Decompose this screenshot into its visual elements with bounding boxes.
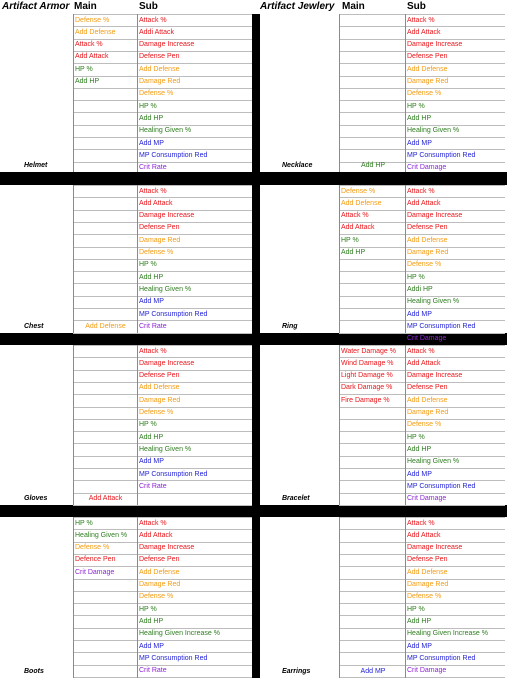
sub-stat-cell: Attack % [139,347,167,355]
sub-stat-cell: Defense Pen [139,556,180,564]
main-stat-cell: Defence Pen [75,556,116,564]
sub-stat-cell: HP % [139,605,157,613]
armor-title: Artifact Armor [2,1,70,12]
main-stat-fixed: Add MP [360,668,386,675]
sub-stat-cell: Add Defense [407,65,448,73]
sub-stat-cell: MP Consumption Red [407,322,476,330]
sub-stat-cell: Crit Rate [139,667,167,675]
sub-stat-cell: Damage Red [139,78,181,85]
sub-stat-cell: Damage Red [407,409,449,416]
sub-stat-cell: Defense Pen [407,53,448,61]
sub-stat-cell: HP % [139,102,157,110]
grid-column-line [339,14,340,172]
sub-stat-cell: Healing Given % [407,127,460,135]
sub-stat-cell: Add HP [139,617,164,625]
sub-stat-cell: Crit Damage [407,495,447,503]
sub-stat-cell: Attack % [139,519,167,527]
sub-stat-cell: Defense Pen [139,372,180,380]
sub-stat-cell: Defense % [139,90,174,98]
sub-stat-cell: Add MP [407,642,432,650]
main-stat-cell: Attack % [75,41,103,49]
main-stat-cell: Add HP [75,78,100,85]
sub-stat-cell: Add Attack [407,199,441,207]
sub-stat-cell: Defense Pen [407,224,448,232]
sub-stat-cell: Healing Given % [139,127,192,135]
armor-sub-header: Sub [139,1,158,12]
sub-stat-cell: Healing Given % [139,445,192,453]
main-stat-cell: Add Defense [341,199,382,207]
sub-stat-cell: Add MP [139,642,164,650]
main-stat-cell: Water Damage % [341,347,396,355]
slot-label: Ring [282,323,298,330]
main-stat-cell: Wind Damage % [341,359,394,367]
sub-stat-cell: Add Defense [139,568,180,576]
sub-stat-cell: Healing Given % [139,285,192,293]
sub-stat-cell: MP Consumption Red [139,470,208,478]
sub-stat-cell: Add Defense [139,65,180,73]
sub-stat-cell: HP % [407,273,425,281]
slot-label: Helmet [24,162,48,169]
sub-stat-cell: HP % [139,261,157,269]
sub-stat-cell: Damage Red [139,236,181,244]
sub-stat-cell: Add MP [407,139,432,147]
sub-stat-cell: Defense % [407,421,442,429]
sub-stat-cell: Crit Damage [407,667,447,675]
slot-label: Boots [24,668,44,675]
sub-stat-cell: Crit Rate [139,164,167,172]
sub-stat-cell: Attack % [139,187,167,195]
sub-stat-cell: Add MP [407,310,432,318]
sub-stat-cell: Add HP [139,114,164,122]
sub-stat-cell: Add Defense [407,396,448,404]
sub-stat-cell: Add HP [407,114,432,122]
main-stat-cell: Light Damage % [341,372,393,380]
main-stat-fixed: Add Defense [85,323,126,330]
grid-column-line [73,185,74,333]
sub-stat-cell: Add MP [139,298,164,306]
slot-label: Gloves [24,495,48,502]
sub-stat-cell: Damage Red [139,581,181,588]
sub-stat-cell: Add Attack [139,199,173,207]
sub-stat-cell: Add Defense [139,384,180,392]
sub-stat-cell: Add MP [139,458,164,466]
main-stat-cell: Fire Damage % [341,396,390,404]
sub-stat-cell: HP % [407,433,425,441]
sub-stat-cell: Add Defense [407,568,448,576]
slot-label: Necklace [282,162,313,169]
sub-stat-cell: MP Consumption Red [407,654,476,662]
sub-stat-cell: Defense % [407,593,442,601]
main-stat-cell: Healing Given % [75,531,128,539]
sub-stat-cell: Add HP [407,445,432,453]
sub-stat-cell: Defense % [139,593,174,601]
grid-row-line [73,505,252,506]
main-stat-cell: Add Attack [341,224,375,232]
sub-stat-cell: Damage Increase [407,212,463,220]
sub-stat-cell: MP Consumption Red [139,654,208,662]
sub-stat-cell: Defense % [407,261,442,269]
sub-stat-cell: Damage Red [407,249,449,256]
sub-stat-cell: Attack % [407,16,435,24]
main-stat-cell: Crit Damage [75,568,115,576]
sub-stat-cell: Defense % [407,90,442,98]
sub-stat-cell: Defense Pen [139,224,180,232]
jewelry-title: Artifact Jewlery [260,1,335,12]
sub-stat-cell: Healing Given Increase % [139,630,220,638]
armor-main-header: Main [74,1,97,12]
sub-stat-cell: Damage Increase [407,544,463,552]
sub-stat-cell: MP Consumption Red [407,482,476,490]
main-stat-cell: Dark Damage % [341,384,393,392]
grid-column-line [339,517,340,678]
main-stat-cell: Add Attack [75,53,109,61]
sub-stat-cell: Defense Pen [407,384,448,392]
sub-stat-cell: Attack % [139,16,167,24]
sub-stat-cell: Damage Increase [139,359,195,367]
sub-stat-cell: Add Attack [407,359,441,367]
sub-stat-cell: Add HP [407,617,432,625]
sub-stat-cell: Add Attack [407,28,441,36]
sub-stat-cell: Add MP [139,139,164,147]
sub-stat-cell: Damage Increase [407,41,463,49]
main-stat-cell: Add Defense [75,28,116,36]
sub-stat-cell: Add Attack [407,531,441,539]
sub-stat-cell: Addi Attack [139,28,175,36]
sub-stat-cell: Defense % [139,409,174,416]
grid-column-line [73,345,74,505]
sub-stat-cell: Healing Given % [407,298,460,306]
main-stat-fixed: Add HP [360,162,386,169]
main-stat-cell: HP % [75,519,93,527]
sub-stat-cell: Crit Rate [139,482,167,490]
main-stat-cell: HP % [75,65,93,73]
sub-stat-cell: Crit Damage [407,335,447,343]
sub-stat-cell: Damage Increase [407,372,463,380]
main-stat-cell: Defense % [75,544,110,552]
sub-stat-cell: HP % [139,421,157,429]
sub-stat-cell: Crit Rate [139,322,167,330]
jewelry-main-header: Main [342,1,365,12]
sub-stat-cell: Add MP [407,470,432,478]
sub-stat-cell: Defense Pen [139,53,180,61]
slot-label: Chest [24,323,44,330]
sub-stat-cell: HP % [407,605,425,613]
main-stat-cell: Add HP [341,249,366,256]
sub-stat-cell: Attack % [407,187,435,195]
main-stat-cell: Defense % [341,187,376,195]
sub-stat-cell: Add Attack [139,531,173,539]
sub-stat-cell: Damage Red [139,396,181,404]
slot-label: Earrings [282,668,311,675]
main-stat-cell: Attack % [341,212,369,220]
sub-stat-cell: Add HP [139,433,164,441]
main-stat-cell: Defense % [75,16,110,24]
sub-stat-cell: MP Consumption Red [139,151,208,159]
main-stat-fixed: Add Attack [88,495,123,502]
sub-stat-cell: MP Consumption Red [407,151,476,159]
sub-stat-cell: Attack % [407,347,435,355]
sub-stat-cell: Damage Red [407,78,449,85]
sub-stat-cell: Healing Given Increase % [407,630,488,638]
sub-stat-cell: Addi HP [407,285,433,293]
sub-stat-cell: Crit Damage [407,164,447,172]
sub-stat-cell: MP Consumption Red [139,310,208,318]
slot-label: Bracelet [282,495,310,502]
main-stat-cell: HP % [341,236,359,244]
column-divider-bar [252,14,260,678]
sub-stat-cell: Healing Given % [407,458,460,466]
sub-stat-cell: Defense Pen [407,556,448,564]
sub-stat-cell: Attack % [407,519,435,527]
sub-stat-cell: Damage Increase [139,41,195,49]
sub-stat-cell: HP % [407,102,425,110]
jewelry-sub-header: Sub [407,1,426,12]
sub-stat-cell: Damage Red [407,581,449,588]
sub-stat-cell: Defense % [139,249,174,256]
sub-stat-cell: Add Defense [407,236,448,244]
sub-stat-cell: Damage Increase [139,544,195,552]
sub-stat-cell: Add HP [139,273,164,281]
sub-stat-cell: Damage Increase [139,212,195,220]
